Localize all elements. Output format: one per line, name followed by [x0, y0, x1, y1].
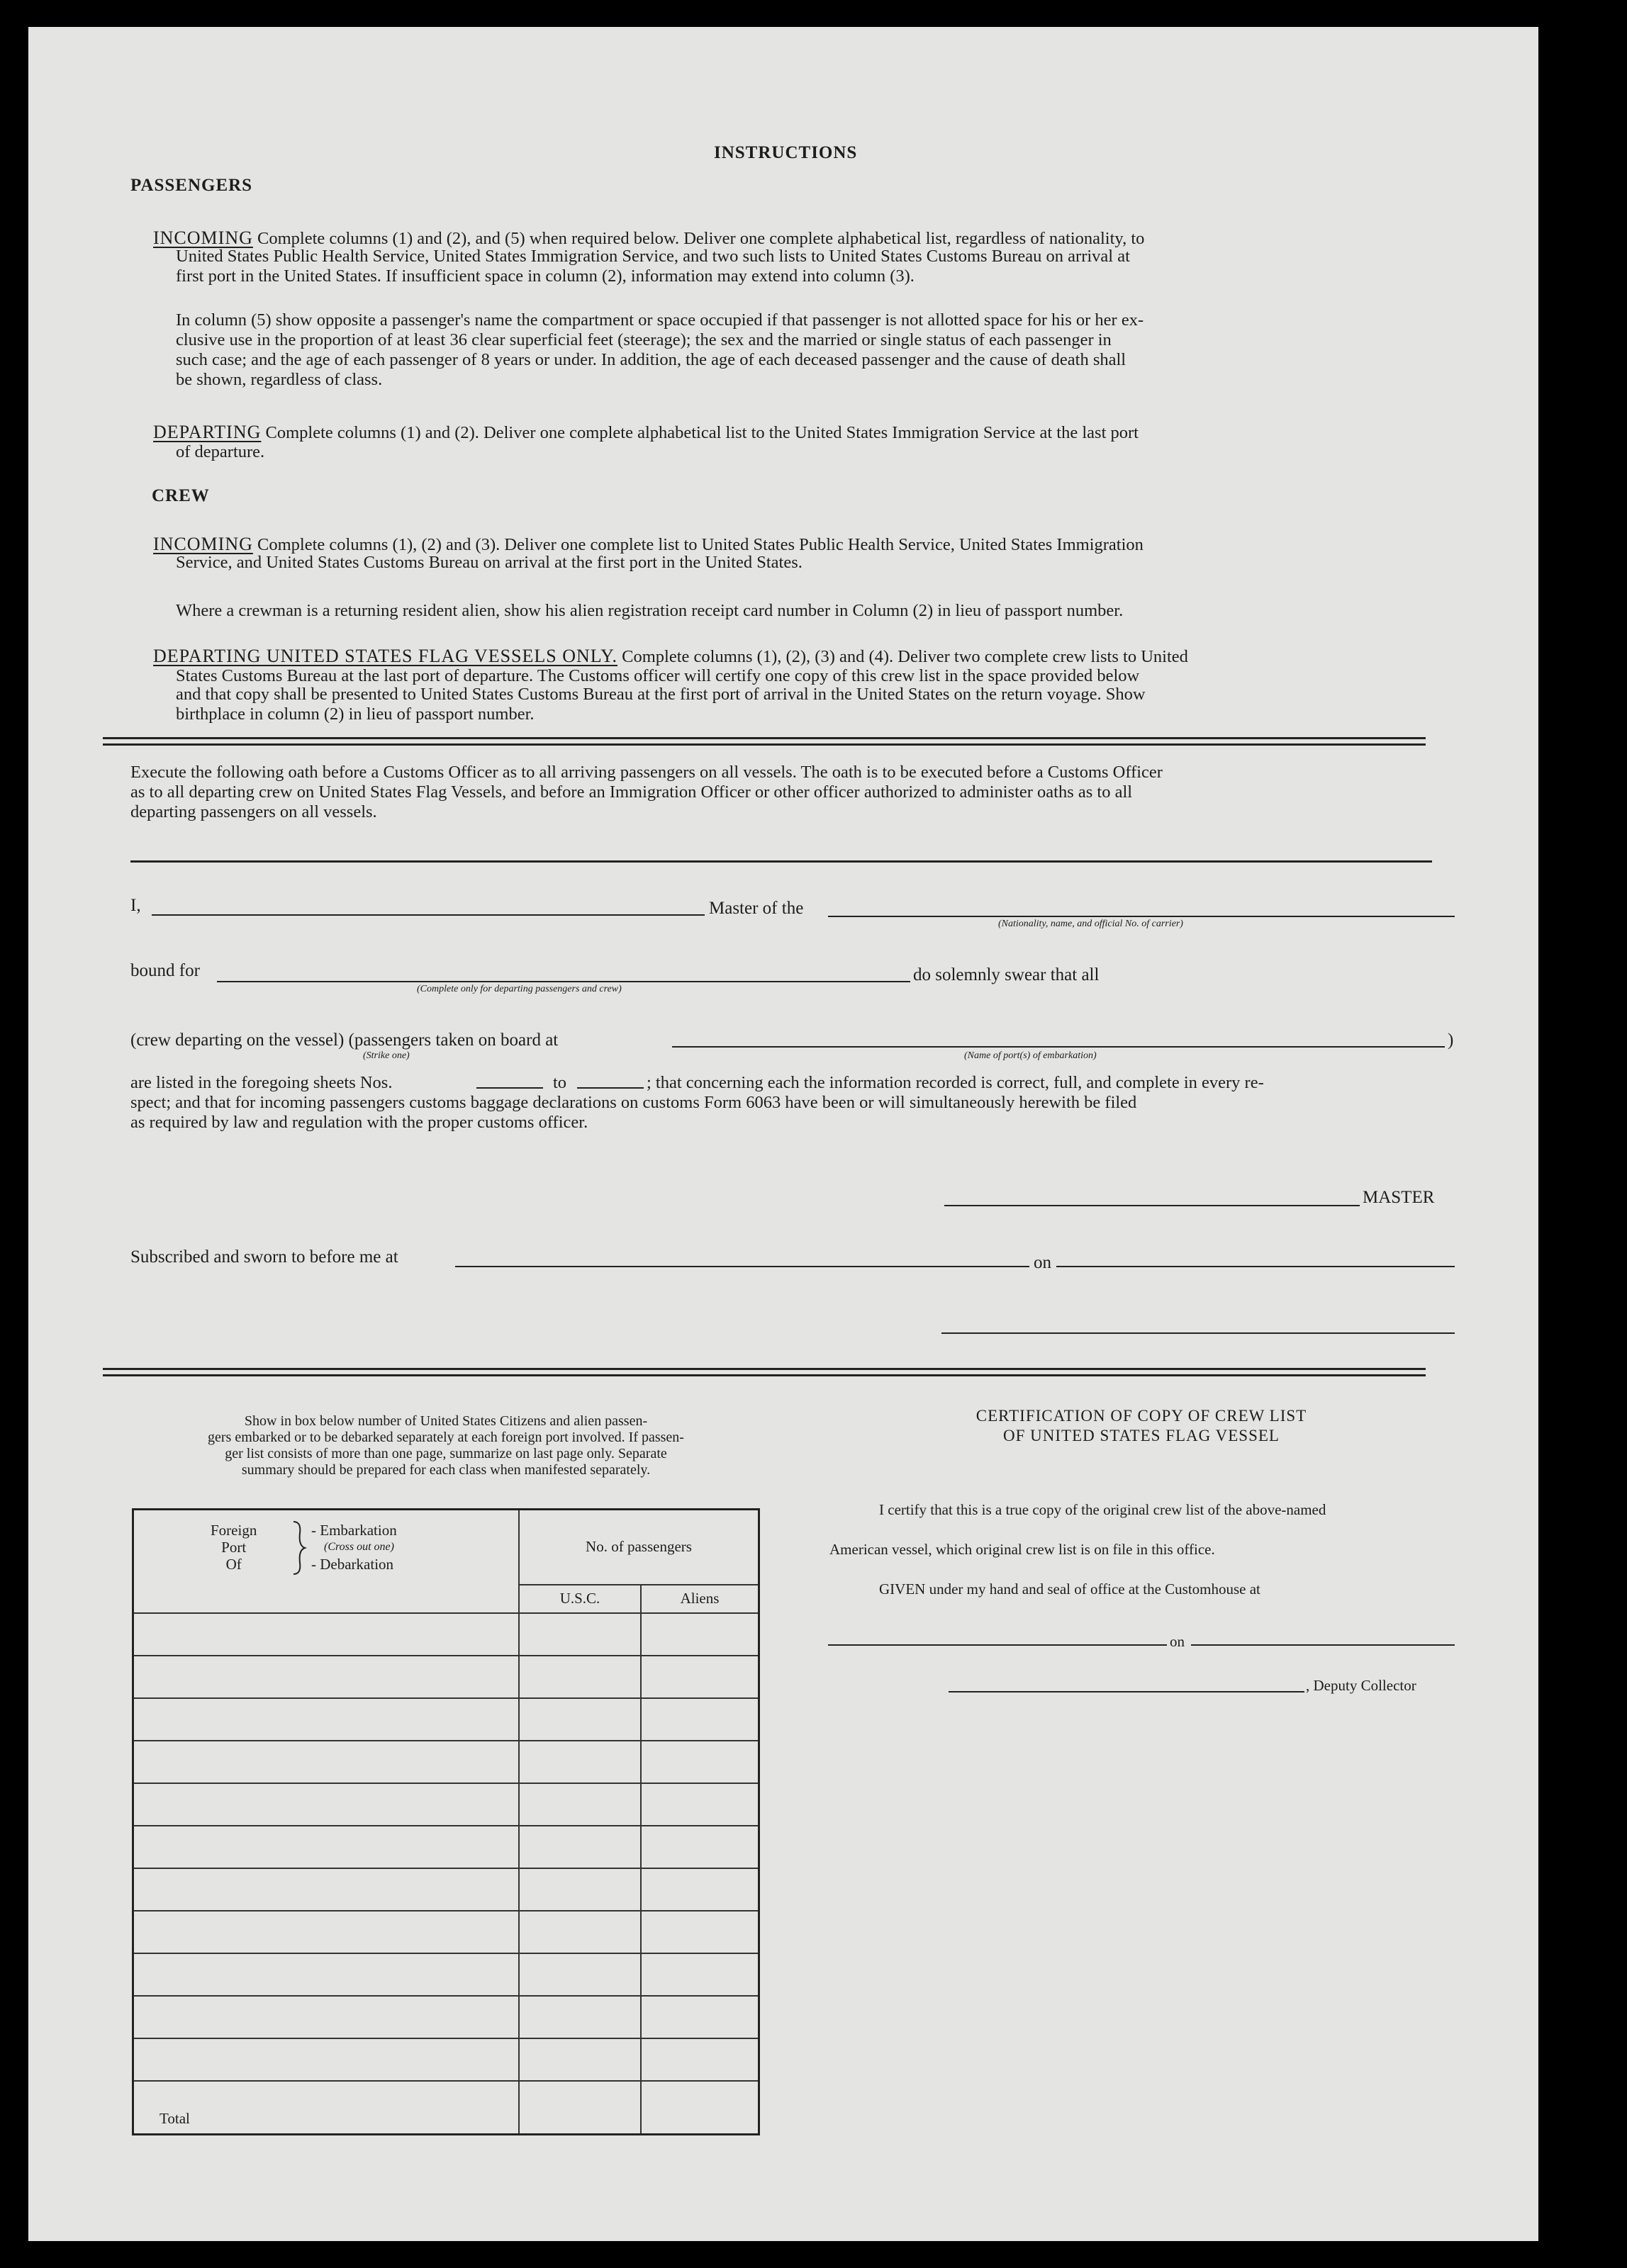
certification-heading-line-2: OF UNITED STATES FLAG VESSEL — [1003, 1427, 1280, 1444]
bound-for-field[interactable] — [217, 981, 910, 982]
deputy-label: , Deputy Collector — [1306, 1677, 1416, 1694]
port-cell[interactable] — [133, 2038, 520, 2081]
listed-text-3: spect; and that for incoming passengers customs baggage declarations on customs Form 6063 have been or will simultaneously herewith be filed — [130, 1093, 1137, 1112]
aliens-cell[interactable] — [641, 1698, 759, 1741]
master-of-label: Master of the — [709, 899, 804, 918]
table-row — [133, 1953, 759, 1996]
port-cell[interactable] — [133, 1826, 520, 1868]
sworn-on-label: on — [1034, 1253, 1051, 1272]
usc-cell[interactable] — [519, 1783, 641, 1826]
debarkation-option[interactable]: - Debarkation — [311, 1556, 394, 1573]
total-row — [133, 2081, 759, 2135]
passengers-incoming-line-3: first port in the United States. If insufficient space in column (2), information may extend into column (3). — [176, 266, 915, 286]
ports-note: (Name of port(s) of embarkation) — [964, 1050, 1097, 1061]
strike-one-note: (Strike one) — [363, 1050, 410, 1061]
certify-line-2: American vessel, which original crew list is on file in this office. — [829, 1541, 1215, 1558]
port-cell[interactable] — [133, 1996, 520, 2038]
certification-heading-line-1: CERTIFICATION OF COPY OF CREW LIST — [975, 1407, 1307, 1425]
passengers-incoming-line-1: Complete columns (1) and (2), and (5) when required below. Deliver one complete alphabetical list, regardless of nationality, to — [257, 229, 1145, 248]
oath-intro-line-2: as to all departing crew on United States Flag Vessels, and before an Immigration Officer or other officer authorized to administer oaths as to all — [130, 782, 1133, 802]
crew-incoming-line-2: Service, and United States Customs Bureau on arrival at the first port in the United States. — [176, 553, 803, 572]
crew-departing-line-3: and that copy shall be presented to United States Customs Bureau at the first port of arrival in the United States on the return voyage. Show — [176, 685, 1146, 704]
port-cell[interactable] — [133, 1783, 520, 1826]
certification-heading — [915, 1406, 1368, 1446]
usc-cell[interactable] — [519, 1698, 641, 1741]
sheet-to-field[interactable] — [577, 1087, 644, 1089]
port-cell[interactable] — [133, 1953, 520, 1996]
embarkation-option[interactable]: - Embarkation — [311, 1522, 397, 1539]
deputy-signature-field[interactable] — [949, 1691, 1304, 1692]
crew-departing-line-1: Complete columns (1), (2), (3) and (4). Deliver two complete crew lists to United — [622, 647, 1188, 666]
aliens-cell[interactable] — [641, 1783, 759, 1826]
officer-signature-field[interactable] — [941, 1332, 1455, 1334]
given-line: GIVEN under my hand and seal of office at the Customhouse at — [879, 1581, 1260, 1598]
column5-line-1: In column (5) show opposite a passenger's name the compartment or space occupied if that passenger is not allotted space for his or her ex- — [176, 310, 1144, 330]
passengers-departing-label: DEPARTING — [153, 422, 262, 442]
summary-note-line-3: ger list consists of more than one page, summarize on last page only. Separate — [225, 1446, 667, 1461]
swear-label: do solemnly swear that all — [913, 965, 1100, 984]
port-cell[interactable] — [133, 1911, 520, 1953]
passengers-departing-paragraph — [153, 422, 1432, 443]
crew-incoming-line-1: Complete columns (1), (2) and (3). Deliver one complete list to United States Public Health Service, United States Immigration — [257, 535, 1144, 554]
listed-to-label: to — [553, 1073, 567, 1092]
summary-note-line-2: gers embarked or to be debarked separately at each foreign port involved. If passen- — [208, 1430, 684, 1445]
page-title: INSTRUCTIONS — [714, 143, 858, 162]
aliens-cell[interactable] — [641, 1868, 759, 1911]
cross-out-note: (Cross out one) — [324, 1541, 394, 1553]
passengers-departing-line-1: Complete columns (1) and (2). Deliver one complete alphabetical list to the United States Immigration Service at the last port — [265, 423, 1139, 442]
bound-for-label: bound for — [130, 961, 200, 980]
summary-note-line-1: Show in box below number of United States Citizens and alien passen- — [244, 1413, 648, 1429]
listed-text-1: are listed in the foregoing sheets Nos. — [130, 1073, 393, 1092]
listed-text-2: ; that concerning each the information recorded is correct, full, and complete in every re- — [647, 1073, 1264, 1092]
no-of-passengers-header: No. of passengers — [519, 1510, 759, 1585]
aliens-cell[interactable] — [641, 1741, 759, 1783]
aliens-cell[interactable] — [641, 1656, 759, 1698]
usc-cell[interactable] — [519, 1656, 641, 1698]
table-row — [133, 1656, 759, 1698]
crew-departing-line-2: States Customs Bureau at the last port of departure. The Customs officer will certify one copy of this crew list in the space provided below — [176, 666, 1140, 685]
total-label: Total — [133, 2081, 520, 2135]
passengers-incoming-line-2: United States Public Health Service, United States Immigration Service, and two such lists to United States Customs Bureau on arrival at — [176, 247, 1130, 266]
oath-rule — [130, 860, 1432, 863]
table-row — [133, 1783, 759, 1826]
usc-cell[interactable] — [519, 2038, 641, 2081]
table-row — [133, 1698, 759, 1741]
brace-icon — [291, 1520, 307, 1576]
port-label-line-1: Foreign — [211, 1522, 257, 1539]
carrier-field[interactable] — [828, 916, 1455, 917]
summary-note — [130, 1413, 761, 1478]
sworn-place-field[interactable] — [455, 1266, 1029, 1267]
subscribed-label: Subscribed and sworn to before me at — [130, 1247, 398, 1267]
embark-options — [311, 1522, 397, 1573]
close-paren: ) — [1448, 1031, 1454, 1050]
aliens-cell[interactable] — [641, 1996, 759, 2038]
passengers-heading: PASSENGERS — [130, 176, 253, 195]
usc-cell[interactable] — [519, 1826, 641, 1868]
aliens-cell[interactable] — [641, 1613, 759, 1656]
aliens-header: Aliens — [641, 1585, 759, 1613]
column5-line-2: clusive use in the proportion of at least 36 clear superficial feet (steerage); the sex and the married or single status of each passenger in — [176, 330, 1112, 349]
usc-cell[interactable] — [519, 1868, 641, 1911]
crew-incoming-label: INCOMING — [153, 534, 253, 554]
section-divider — [103, 737, 1426, 746]
aliens-cell[interactable] — [641, 1826, 759, 1868]
crew-departing-label: DEPARTING UNITED STATES FLAG VESSELS ONLY. — [153, 646, 617, 666]
complete-note: (Complete only for departing passengers and crew) — [417, 984, 622, 994]
column5-line-3: such case; and the age of each passenger of 8 years or under. In addition, the age of each deceased passenger and the cause of death shall — [176, 350, 1126, 369]
total-usc-cell[interactable] — [519, 2081, 641, 2135]
customhouse-field[interactable] — [828, 1644, 1167, 1646]
column5-line-4: be shown, regardless of class. — [176, 370, 383, 389]
master-signature-field[interactable] — [944, 1205, 1360, 1206]
crew-incoming-paragraph — [153, 534, 1432, 555]
port-cell[interactable] — [133, 1868, 520, 1911]
crew-departing-paragraph — [153, 646, 1432, 667]
master-label: MASTER — [1363, 1188, 1435, 1207]
ports-summary-table — [132, 1508, 760, 2135]
passengers-incoming-label: INCOMING — [153, 228, 253, 248]
usc-cell[interactable] — [519, 1911, 641, 1953]
oath-intro-line-1: Execute the following oath before a Customs Officer as to all arriving passengers on all vessels. The oath is to be executed before a Customs Officer — [130, 763, 1163, 782]
table-row — [133, 1911, 759, 1953]
port-cell[interactable] — [133, 1656, 520, 1698]
table-row — [133, 1741, 759, 1783]
port-label-line-2: Port — [221, 1539, 247, 1556]
port-label-line-3: Of — [225, 1556, 242, 1573]
passengers-incoming-paragraph — [153, 228, 1432, 249]
usc-header: U.S.C. — [519, 1585, 641, 1613]
port-header-cell — [133, 1510, 520, 1613]
passengers-departing-line-2: of departure. — [176, 442, 265, 461]
sworn-date-field[interactable] — [1056, 1266, 1455, 1267]
total-aliens-cell[interactable] — [641, 2081, 759, 2135]
crew-heading: CREW — [152, 486, 210, 505]
section-divider-2 — [103, 1368, 1426, 1376]
port-cell[interactable] — [133, 1741, 520, 1783]
port-cell[interactable] — [133, 1613, 520, 1656]
crew-passengers-label: (crew departing on the vessel) (passengers taken on board at — [130, 1031, 559, 1050]
cert-date-field[interactable] — [1191, 1644, 1455, 1646]
aliens-cell[interactable] — [641, 1911, 759, 1953]
summary-note-line-4: summary should be prepared for each class when manifested separately. — [241, 1462, 651, 1478]
table-row — [133, 1996, 759, 2038]
master-name-field[interactable] — [152, 914, 705, 916]
listed-text-4: as required by law and regulation with the proper customs officer. — [130, 1113, 588, 1132]
table-header-row — [133, 1510, 759, 1585]
table-row — [133, 2038, 759, 2081]
port-label — [211, 1522, 257, 1573]
oath-intro-line-3: departing passengers on all vessels. — [130, 802, 377, 821]
aliens-cell[interactable] — [641, 2038, 759, 2081]
port-cell[interactable] — [133, 1698, 520, 1741]
usc-cell[interactable] — [519, 1741, 641, 1783]
table-row — [133, 1868, 759, 1911]
nationality-note: (Nationality, name, and official No. of carrier) — [998, 919, 1183, 929]
usc-cell[interactable] — [519, 1996, 641, 2038]
table-row — [133, 1613, 759, 1656]
oath-i-label: I, — [130, 896, 141, 915]
embarkation-port-field[interactable] — [672, 1046, 1445, 1048]
crew-departing-line-4: birthplace in column (2) in lieu of passport number. — [176, 704, 535, 724]
aliens-cell[interactable] — [641, 1953, 759, 1996]
crew-alien-note: Where a crewman is a returning resident alien, show his alien registration receipt card number in Column (2) in lieu of passport number. — [176, 601, 1124, 620]
certify-line-1: I certify that this is a true copy of the original crew list of the above-named — [879, 1501, 1326, 1518]
sheet-from-field[interactable] — [476, 1087, 543, 1089]
usc-cell[interactable] — [519, 1953, 641, 1996]
usc-cell[interactable] — [519, 1613, 641, 1656]
table-row — [133, 1826, 759, 1868]
cert-on-label: on — [1170, 1633, 1185, 1650]
